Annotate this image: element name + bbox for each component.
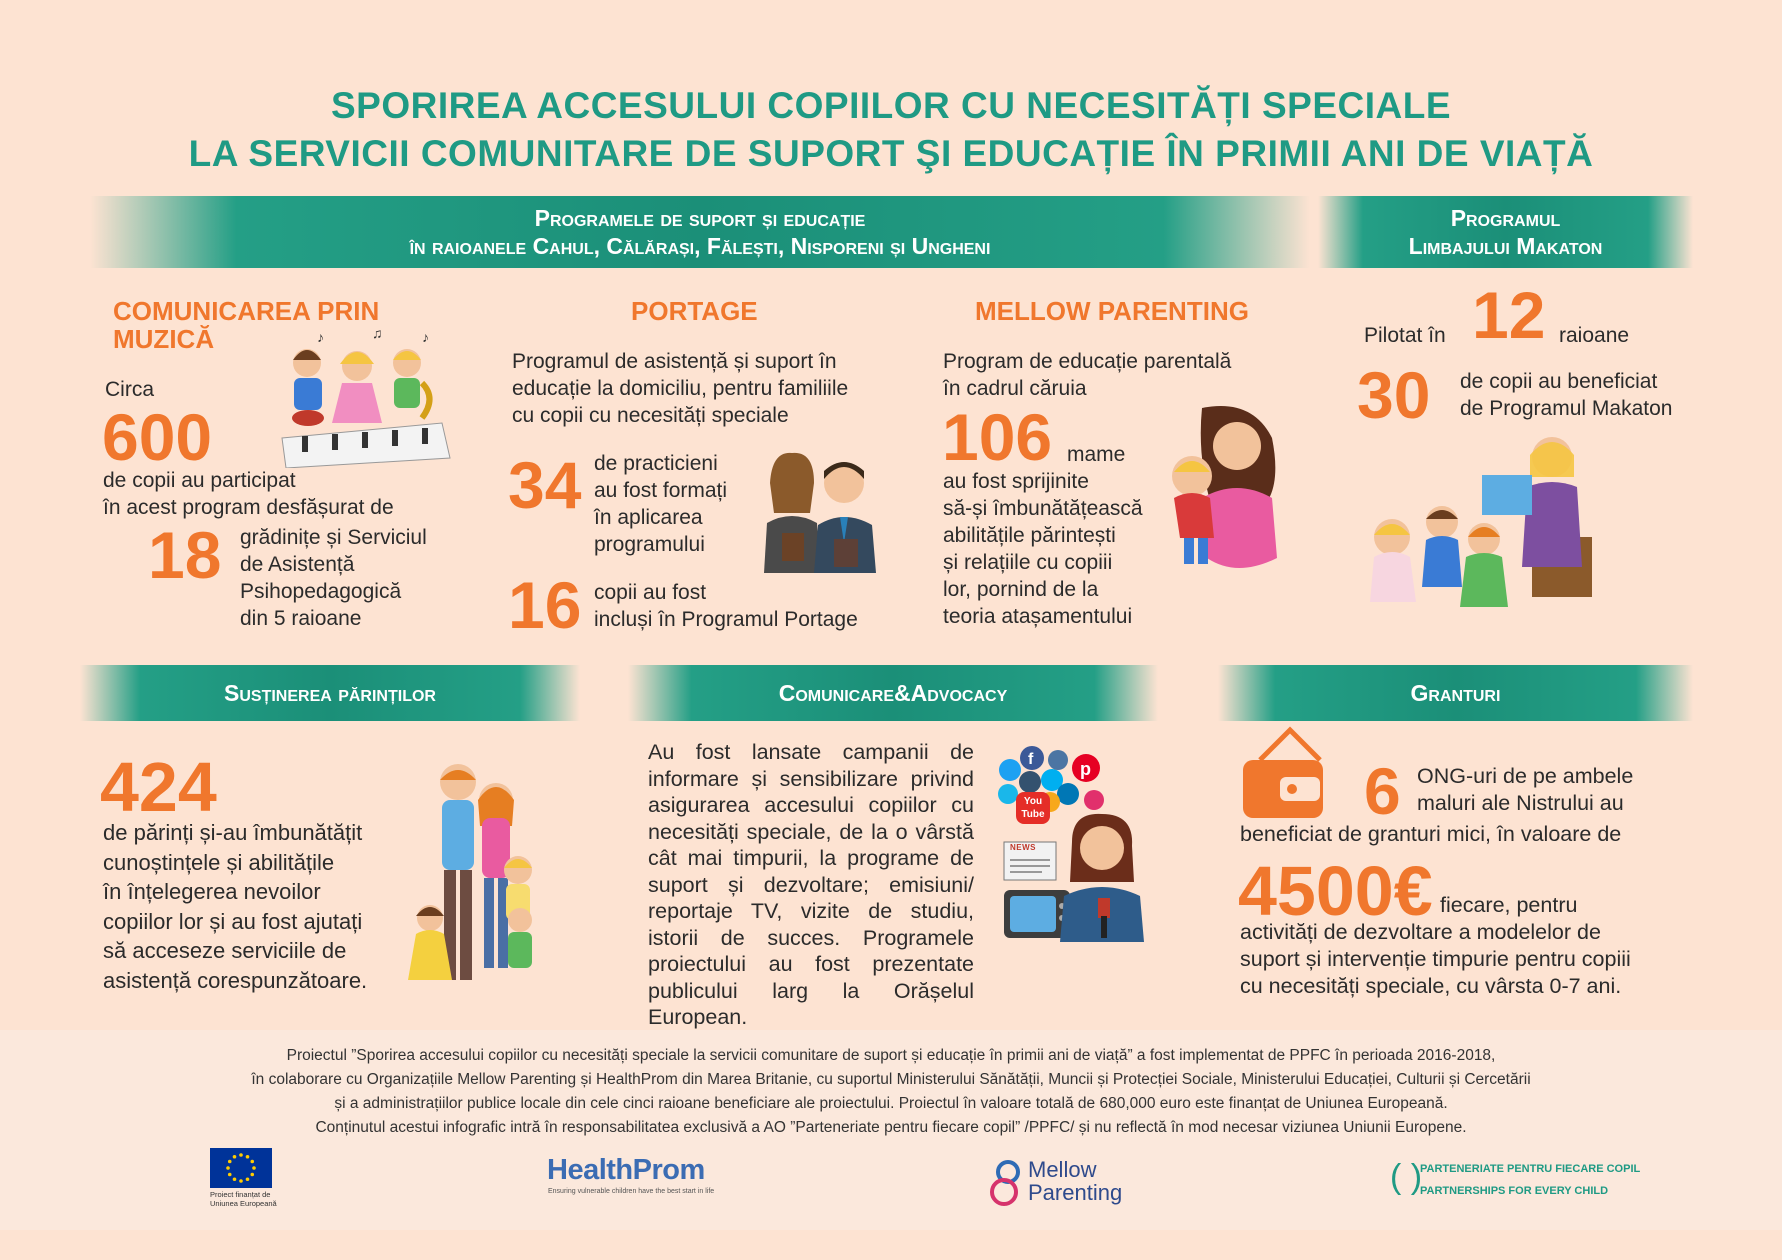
mellow-text-line4: și relațiile cu copiii <box>943 551 1113 574</box>
footer-line1: Proiectul ”Sporirea accesului copiilor cu necesități speciale la servicii comunitare de suport și educație în primii ani de viață” a fost implementat de PPFC în perioada 2016-2018, <box>286 1047 1496 1064</box>
portage-desc-line3: cu copii cu necesități speciale <box>512 404 789 427</box>
parents-number-424: 424 <box>100 748 217 826</box>
eu-caption <box>210 1190 277 1208</box>
parents-text-line3: în înțelegerea nevoilor <box>103 879 321 904</box>
eu-star <box>239 1179 243 1183</box>
grants-text-2-line3: cu necesități speciale, cu vârsta 0-7 ani. <box>1240 974 1622 998</box>
grants-number-6: 6 <box>1364 754 1401 828</box>
music-text-1-line2: în acest program desfășurat de <box>103 496 394 519</box>
grants-text-1-line1: ONG-uri de pe ambele <box>1417 764 1634 788</box>
mellow-description <box>943 348 1231 402</box>
family-illustration <box>408 760 553 1000</box>
svg-text:♫: ♫ <box>372 328 383 341</box>
music-text-2-line2: de Asistență <box>240 553 355 576</box>
makaton-number-30: 30 <box>1357 358 1431 432</box>
portage-title: PORTAGE <box>631 296 758 326</box>
footer-line2: în colaborare cu Organizațiile Mellow Parenting și HealthProm din Marea Britanie, cu suportul Ministerului Sănătății, Muncii și Protecției Sociale, Ministerului Educației, Culturii și Cercetării <box>251 1071 1531 1088</box>
grants-number-4500: 4500€ <box>1238 852 1433 930</box>
advocacy-text-wrap <box>648 739 974 1031</box>
page-title <box>0 82 1782 178</box>
eu-star <box>226 1166 230 1170</box>
vk-icon <box>1048 750 1068 770</box>
parents-text-line5: să acceseze serviciile de <box>103 938 347 963</box>
grants-text-2 <box>1240 919 1631 1000</box>
music-text-2 <box>240 524 427 632</box>
makaton-pilotat: Pilotat în <box>1364 324 1446 347</box>
svg-text:p: p <box>1080 759 1091 779</box>
grants-text-1 <box>1417 763 1633 817</box>
ppfc-logo-line2: PARTNERSHIPS FOR EVERY CHILD <box>1420 1185 1609 1197</box>
music-text-2-line1: grădinițe și Serviciul <box>240 526 427 549</box>
social-media-icons <box>990 740 1140 820</box>
parents-band <box>80 665 580 721</box>
makaton-text-line2: de Programul Makaton <box>1460 397 1673 420</box>
portage-text-2-line2: incluși în Programul Portage <box>594 608 858 631</box>
svg-text:f: f <box>1028 751 1034 768</box>
mellow-parenting-logo-icon <box>984 1158 1030 1208</box>
eu-star <box>250 1173 254 1177</box>
portage-number-16: 16 <box>508 568 582 642</box>
grants-text-2-line1: activități de dezvoltare a modelelor de <box>1240 920 1601 944</box>
advocacy-band <box>628 665 1158 721</box>
parents-text-line1: de părinți și-au îmbunătățit <box>103 820 363 845</box>
grants-fiecare: fiecare, pentru <box>1440 893 1578 917</box>
portage-text-1 <box>594 450 727 558</box>
music-title-line2: MUZICĂ <box>113 324 215 354</box>
portage-text-1-line3: în aplicarea <box>594 506 703 529</box>
advocacy-band-label: Comunicare&Advocacy <box>778 680 1008 706</box>
eu-star <box>250 1160 254 1164</box>
healthprom-tagline: Ensuring vulnerable children have the best start in life <box>548 1188 715 1195</box>
grants-band-label: Granturi <box>1410 680 1501 706</box>
eu-caption-line1: Proiect finanțat de <box>210 1190 271 1199</box>
music-text-1 <box>103 467 394 521</box>
eu-star <box>246 1177 250 1181</box>
music-children-illustration <box>272 328 452 468</box>
parents-text-line2: cunoștințele și abilitățile <box>103 849 335 875</box>
svg-text:♪: ♪ <box>317 329 324 345</box>
portage-text-1-line1: de practicieni <box>594 452 718 475</box>
makaton-band-line2: Limbajului Makaton <box>1408 233 1603 259</box>
eu-star <box>233 1155 237 1159</box>
music-title-line1: COMUNICAREA PRIN <box>113 296 380 326</box>
music-number-600: 600 <box>102 400 213 474</box>
parents-band-label: Susținerea părinților <box>224 680 436 706</box>
footer-line3: și a administrațiilor publice locale din cele cinci raioane beneficiare ale proiectului. Proiectul în valoare totală de 680,000 euro este finanțat de Uniunea Europeană. <box>334 1095 1448 1112</box>
twitter-icon <box>999 759 1021 781</box>
wallet-icon <box>1240 720 1330 820</box>
portage-text-1-line4: programului <box>594 533 705 556</box>
portage-text-2 <box>594 579 858 633</box>
ppfc-logo-line1: PARTENERIATE PENTRU FIECARE COPIL <box>1420 1163 1641 1175</box>
ppfc-logo-text <box>1420 1158 1640 1202</box>
mother-child-illustration <box>1162 398 1292 583</box>
news-label: NEWS <box>1010 843 1036 852</box>
mellow-desc-line1: Program de educație parentală <box>943 350 1232 373</box>
advocacy-text: Au fost lansate campanii de informare și sensibilizare privind asigurarea accesului copiilor cu necesități speciale, de la o vârstă cât mai timpurii, la programe de suport și dezvoltare; emisiuni/ reportaje TV, vizite de studiu, istorii de succes. Programele proiectului au fost prezentate publicului larg la Orășelul European. <box>648 740 974 1029</box>
eu-star <box>233 1177 237 1181</box>
vimeo-icon <box>998 784 1018 804</box>
portage-desc-line2: educație la domiciliu, pentru familiile <box>512 377 849 400</box>
portage-text-2-line1: copii au fost <box>594 581 707 604</box>
music-text-1-line1: de copii au participat <box>103 469 296 492</box>
reading-story-illustration <box>1362 427 1622 617</box>
reporter-illustration <box>1058 812 1144 942</box>
youtube-label: You Tube <box>1021 796 1045 820</box>
mellow-logo-line1: Mellow <box>1028 1157 1097 1182</box>
parents-text-line6: asistență corespunzătoare. <box>103 967 368 993</box>
makaton-text <box>1460 368 1672 422</box>
eu-star <box>252 1166 256 1170</box>
mellow-text-line2: să-și îmbunătățească <box>943 497 1143 520</box>
teachers-illustration <box>752 443 882 573</box>
makaton-band-line1: Programul <box>1450 205 1561 231</box>
footer-text <box>120 1044 1662 1140</box>
grants-band <box>1218 665 1693 721</box>
ppfc-logo-bracket: ( ) <box>1390 1158 1423 1196</box>
mellow-desc-line2: în cadrul căruia <box>943 377 1087 400</box>
programs-band-line1: Programele de suport și educație <box>534 205 866 231</box>
mellow-text <box>943 468 1143 630</box>
grants-text-1-line2: maluri ale Nistrului au <box>1417 791 1624 815</box>
footer-line4: Conținutul acestui infografic intră în responsabilitatea exclusivă a AO ”Parteneriate pentru fiecare copil” /PPFC/ și nu reflectă în mod necesar viziunea Uniunii Europene. <box>315 1119 1467 1136</box>
makaton-raioane: raioane <box>1559 324 1630 347</box>
eu-caption-line2: Uniunea Europeană <box>210 1199 277 1208</box>
makaton-band <box>1318 196 1693 268</box>
eu-flag-logo <box>210 1148 272 1188</box>
grants-text-1-line3: beneficiat de granturi mici, în valoare de <box>1240 822 1622 846</box>
mellow-text-line3: abilitățile părintești <box>943 524 1116 547</box>
portage-number-34: 34 <box>508 448 582 522</box>
portage-text-1-line2: au fost formați <box>594 479 728 502</box>
mellow-title: MELLOW PARENTING <box>975 296 1249 326</box>
portage-description <box>512 348 860 429</box>
music-number-18: 18 <box>148 518 222 592</box>
eu-star <box>228 1173 232 1177</box>
mellow-text-line5: lor, pornind de la <box>943 578 1099 601</box>
title-line-2: LA SERVICII COMUNITARE DE SUPORT ŞI EDUCAȚIE ÎN PRIMII ANI DE VIAȚĂ <box>188 133 1594 174</box>
mellow-parenting-logo-text <box>1028 1158 1122 1204</box>
music-circa: Circa <box>105 378 155 401</box>
portage-desc-line1: Programul de asistență și suport în <box>512 350 837 373</box>
svg-text:♪: ♪ <box>422 329 429 345</box>
programs-band-line2: în raioanele Cahul, Călărași, Fălești, Nisporeni și Ungheni <box>409 233 991 259</box>
eu-star <box>246 1155 250 1159</box>
parents-text <box>103 818 367 995</box>
mellow-number-106: 106 <box>942 400 1053 474</box>
eu-star <box>239 1153 243 1157</box>
tumblr-icon <box>1019 771 1041 793</box>
title-line-1: SPORIREA ACCESULUI COPIILOR CU NECESITĂȚI SPECIALE <box>330 85 1452 126</box>
makaton-number-12: 12 <box>1472 278 1546 352</box>
makaton-text-line1: de copii au beneficiat <box>1460 370 1658 393</box>
mellow-logo-line2: Parenting <box>1028 1180 1123 1205</box>
eu-star <box>228 1160 232 1164</box>
healthprom-logo: HealthProm <box>547 1154 705 1186</box>
programs-band <box>90 196 1310 268</box>
youtube-icon <box>1016 792 1050 824</box>
mellow-mame: mame <box>1067 443 1126 466</box>
mellow-text-line6: teoria atașamentului <box>943 605 1133 628</box>
mellow-text-line1: au fost sprijinite <box>943 470 1089 493</box>
music-text-2-line3: Psihopedagogică <box>240 580 402 603</box>
music-text-2-line4: din 5 raioane <box>240 607 362 630</box>
grants-text-2-line2: suport și intervenție timpurie pentru copiii <box>1240 947 1631 971</box>
instagram-icon <box>1084 790 1104 810</box>
linkedin-icon <box>1057 783 1079 805</box>
parents-text-line4: copiilor lor și au fost ajutați <box>103 908 363 934</box>
